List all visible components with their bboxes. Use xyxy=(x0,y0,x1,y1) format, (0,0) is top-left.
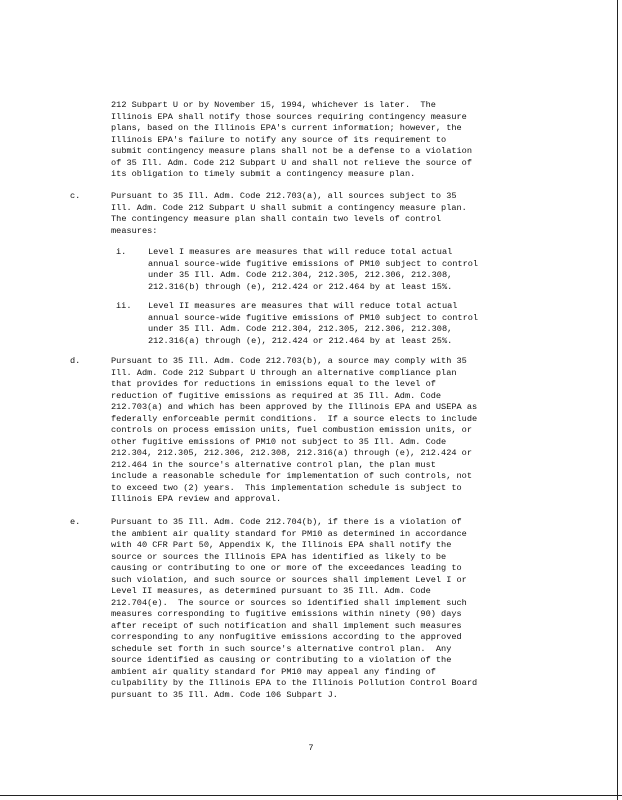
subparagraph-ii-label: ii. xyxy=(116,301,132,311)
paragraph-c: Pursuant to 35 Ill. Adm. Code 212.703(a), all sources subject to 35 Ill. Adm. Code 212 Subpart U shall submit a contingency measure plan. The contingency measure plan shall contain two levels of control measures: xyxy=(111,191,467,236)
page-number: 7 xyxy=(308,743,314,753)
intro-paragraph: 212 Subpart U or by November 15, 1994, whichever is later. The Illinois EPA shall notify those sources requiring contingency measure plans, based on the Illinois EPA's current information; however, the Illinois EPA's failure to notify any source of its requirement to submit contingency measure plans shall not be a defense to a violation of 35 Ill. Adm. Code 212 Subpart U and shall not relieve the source of its obligation to timely submit a contingency measure plan. xyxy=(111,100,472,179)
subparagraph-i-label: i. xyxy=(116,247,127,257)
subparagraph-ii: Level II measures are measures that will reduce total actual annual source-wide fugitive emissions of PM10 subject to control under 35 Ill. Adm. Code 212.304, 212.305, 212.306, 212.308, 212.316(a) through (e), 212.424 or 212.464 by at least 25%. xyxy=(148,301,479,346)
paragraph-c-label: c. xyxy=(70,191,81,201)
paragraph-e: Pursuant to 35 Ill. Adm. Code 212.704(b), if there is a violation of the ambient air quality standard for PM10 as determined in accordance with 40 CFR Part 50, Appendix K, the Illinois EPA shall notify the source or sources the Illinois EPA has identified as likely to be causing or contributing to one or more of the exceedances leading to such violation, and such source or sources shall implement Level I or Level II measures, as determined pursuant to 35 Ill. Adm. Code 212.704(e). The source or sources so identified shall implement such measures corresponding to fugitive emissions within ninety (90) days after receipt of such notification and shall implement such measures corresponding to any nonfugitive emissions according to the approved schedule set forth in such source's alternative control plan. Any source identified as causing or contributing to a violation of the ambient air quality standard for PM10 may appeal any finding of culpability by the Illinois EPA to the Illinois Pollution Control Board pursuant to 35 Ill. Adm. Code 106 Subpart J. xyxy=(111,517,478,700)
paragraph-e-label: e. xyxy=(70,517,81,527)
paragraph-d: Pursuant to 35 Ill. Adm. Code 212.703(b), a source may comply with 35 Ill. Adm. Code 212 Subpart U through an alternative compliance plan that provides for reductions in emissions equal to the level of reduction of fugitive emissions as required at 35 Ill. Adm. Code 212.703(a) and which has been approved by the Illinois EPA and USEPA as federally enforceable permit conditions. If a source elects to include controls on process emission units, fuel combustion emission units, or other fugitive emissions of PM10 not subject to 35 Ill. Adm. Code 212.304, 212.305, 212.306, 212.308, 212.316(a) through (e), 212.424 or 212.464 in the source's alternative control plan, the plan must include a reasonable schedule for implementation of such controls, not to exceed two (2) years. This implementation schedule is subject to Illinois EPA review and approval. xyxy=(111,356,478,504)
paragraph-d-label: d. xyxy=(70,356,81,366)
scan-border-right xyxy=(617,0,618,800)
scan-border-bottom xyxy=(0,795,622,796)
subparagraph-i: Level I measures are measures that will reduce total actual annual source-wide fugitive emissions of PM10 subject to control under 35 Ill. Adm. Code 212.304, 212.305, 212.306, 212.308, 212.316(b) through (e), 212.424 or 212.464 by at least 15%. xyxy=(148,247,479,292)
